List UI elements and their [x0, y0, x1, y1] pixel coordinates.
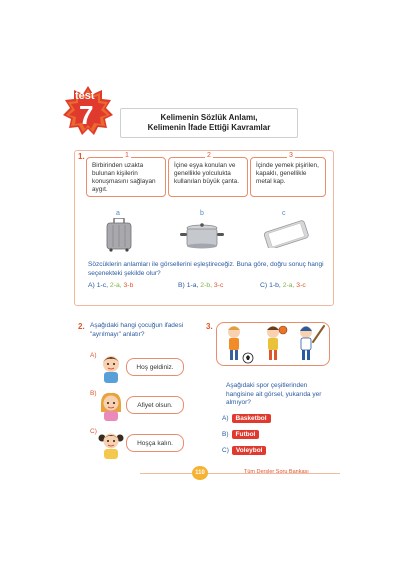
test-badge	[63, 86, 113, 142]
option-a[interactable]	[88, 282, 133, 289]
option-c[interactable]	[260, 282, 306, 289]
page-number: 110	[192, 466, 208, 480]
option-pair-1: 1-a,	[186, 282, 199, 289]
q3-option-c[interactable]	[222, 446, 266, 455]
option-label: Futbol	[232, 430, 260, 439]
book-title: Tüm Dersler Soru Bankası	[244, 469, 309, 475]
option-pair-3: 3-c	[213, 282, 224, 289]
sports-kids-icon	[218, 322, 328, 366]
card-text: İçinde yemek pişirilen, kapaklı, genellikle metal kap.	[256, 162, 319, 185]
option-letter: A)	[222, 415, 229, 422]
picture-label-a: a	[116, 210, 120, 217]
definition-card-2	[168, 152, 248, 197]
page-title	[120, 108, 298, 138]
badge-number: 7	[79, 100, 94, 130]
speech-bubble-b[interactable]	[126, 396, 184, 414]
badge-word: test	[75, 90, 95, 102]
question-2-number: 2.	[78, 322, 85, 331]
option-letter: A)	[88, 282, 95, 289]
question-1-prompt: Sözcüklerin anlamları ile görsellerini eşleştireceğiz. Buna göre, doğru sonuç hangi seçenekteki şekilde olur?	[88, 261, 324, 277]
option-b[interactable]	[178, 282, 223, 289]
option-letter: B)	[178, 282, 185, 289]
option-pair-2: 2-b,	[200, 282, 213, 289]
option-pair-2: 2-a,	[109, 282, 122, 289]
q2-option-b-letter: B)	[90, 390, 97, 397]
footer-divider	[140, 473, 340, 474]
question-3-number: 3.	[206, 322, 213, 331]
q3-option-a[interactable]	[222, 414, 271, 423]
title-line-2: Kelimenin İfade Ettiği Kavramlar	[147, 123, 271, 132]
option-pair-3: 3-c	[296, 282, 306, 289]
q3-option-b[interactable]	[222, 430, 259, 439]
option-pair-1: 1-b,	[269, 282, 281, 289]
question-1-number: 1.	[78, 152, 85, 161]
option-pair-2: 2-a,	[282, 282, 295, 289]
speech-text: Hoş geldiniz.	[136, 363, 174, 371]
picture-label-b: b	[200, 210, 204, 217]
title-line-1: Kelimenin Sözlük Anlamı,	[160, 113, 258, 122]
girl-icon	[98, 392, 124, 422]
girl-pigtails-icon	[98, 430, 124, 460]
question-2-text: Aşağıdaki hangi çocuğun ifadesi "ayrılmayı" anlatır?	[90, 322, 184, 338]
definition-card-1	[86, 152, 166, 197]
suitcase-icon	[104, 218, 134, 252]
smartphone-icon	[262, 220, 310, 248]
speech-bubble-a[interactable]	[126, 358, 184, 376]
picture-label-c: c	[282, 210, 286, 217]
speech-bubble-c[interactable]	[126, 434, 184, 452]
q2-option-c-letter: C)	[90, 428, 97, 435]
pot-icon	[180, 222, 224, 250]
option-pair-3: 3-b	[123, 282, 134, 289]
question-3-text: Aşağıdaki spor çeşitlerinden hangisine ait görsel, yukarıda yer almıyor?	[226, 382, 322, 406]
option-label: Basketbol	[232, 414, 271, 423]
option-letter: C)	[222, 447, 229, 454]
option-label: Voleybol	[232, 446, 267, 455]
option-letter: B)	[222, 431, 229, 438]
definition-card-3	[250, 152, 326, 197]
card-number: 1	[125, 152, 129, 159]
option-letter: C)	[260, 282, 268, 289]
card-number: 2	[207, 152, 211, 159]
boy-icon	[98, 354, 124, 384]
option-pair-1: 1-c,	[96, 282, 109, 289]
card-number: 3	[289, 152, 293, 159]
card-text: İçine eşya konulan ve genellikle yolculukta kullanılan büyük çanta.	[174, 162, 240, 185]
card-text: Birbirinden uzakta bulunan kişilerin konuşmasını sağlayan aygıt.	[92, 162, 156, 193]
q2-option-a-letter: A)	[90, 352, 97, 359]
speech-text: Hoşça kalın.	[137, 439, 173, 447]
speech-text: Afiyet olsun.	[137, 401, 173, 409]
